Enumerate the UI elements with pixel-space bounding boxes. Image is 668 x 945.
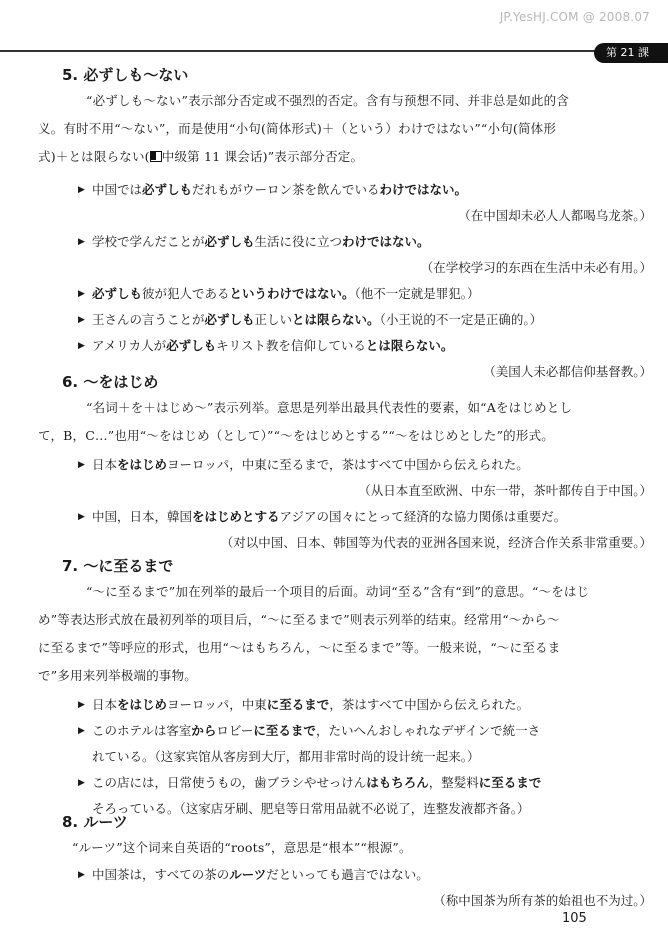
para-line: 中级第 11 课会话)”表示部分否定。 [161,149,364,164]
page-number: 105 [562,911,587,926]
example-item: ▶ 中国，日本，韓国をはじめとするアジアの国々にとって経済的な協力関係は重要だ。 [62,504,660,530]
watermark: JP.YesHJ.COM @ 2008.07 [499,10,650,24]
para-line: で”多用来列举极端的事物。 [38,668,197,683]
example-translation: （称中国茶为所有茶的始祖也不为过。） [433,893,652,908]
bullet-icon: ▶ [78,315,85,325]
section-title: 6. ～をはじめ [62,373,159,391]
example-item: ▶ 王さんの言うことが必ずしも正しいとは限らない。（小王说的不一定是正确的。） [62,307,660,333]
example-translation: （这家店牙刷、肥皂等日常用品就不必说了，连整发液都齐备。） [179,801,530,816]
book-icon [150,151,162,162]
section-6 [38,372,660,556]
example-item: ▶ このホテルは客室からロビーに至るまで，たいへんおしゃれなデザインで統一さ [62,718,660,744]
bullet-icon: ▶ [78,700,85,710]
example-item: ▶ アメリカ人が必ずしもキリスト教を信仰しているとは限らない。 [62,333,660,359]
bullet-icon: ▶ [78,185,85,195]
para-line: め”等表达形式放在最初列举的项目后，“～に至るまで”则表示列举的结束。经常用“～から～ [38,612,560,627]
para-line: “名词＋を＋はじめ～”表示列举。意思是列举出最具代表性的要素，如“Aをはじめとし [86,400,573,415]
example-item: ▶ 必ずしも彼が犯人であるというわけではない。（他不一定就是罪犯。） [62,281,660,307]
section-paragraph [38,578,660,690]
header-rule [0,50,600,52]
bullet-icon: ▶ [78,870,85,880]
example-translation: （这家宾馆从客房到大厅，都用非常时尚的设计统一起来。） [154,749,480,764]
example-continuation: れている。（这家宾馆从客房到大厅，都用非常时尚的设计统一起来。） [92,749,480,764]
bullet-icon: ▶ [78,341,85,351]
example-translation: （对以中国、日本、韩国等为代表的亚洲各国来说，经济合作关系非常重要。） [220,535,652,550]
para-line: “必ずしも～ない”表示部分否定或不强烈的否定。含有与预想不同、并非总是如此的含 [86,93,570,108]
para-line: “ルーツ”这个词来自英语的“roots”，意思是“根本”“根源”。 [72,840,412,855]
bullet-icon: ▶ [78,512,85,522]
example-item: ▶ 日本をはじめヨーロッパ，中東に至るまで，茶はすべて中国から伝えられた。 [62,692,660,718]
lesson-badge: 第 21 課 [594,43,668,63]
example-translation: （从日本直至欧洲、中东一带，茶叶都传自于中国。） [358,483,652,498]
section-7 [38,556,660,822]
para-line: 式)＋とは限らない( [38,149,150,164]
bullet-icon: ▶ [78,289,85,299]
para-line: て，B，C…”也用“～をはじめ（として）”“～をはじめとする”“～をはじめとした”的形式。 [38,428,554,443]
example-translation: （在学校学习的东西在生活中未必有用。） [420,260,652,275]
para-line: に至るまで”等呼应的形式，也用“～はもちろん，～に至るまで”等。一般来说，“～に至るま [38,640,561,655]
section-8 [62,812,660,914]
examples [62,692,660,822]
example-translation: （美国人未必都信仰基督教。） [483,364,652,379]
section-title: 5. 必ずしも～ない [62,66,189,84]
para-line: 义。有时不用“～ない”，而是使用“小句(简体形式)＋（という）わけではない”“小句(简体形 [38,121,557,136]
section-5 [38,65,660,385]
example-item: ▶ 中国では必ずしもだれもがウーロン茶を飲んでいるわけではない。 [62,177,660,203]
example-item: ▶ 中国茶は，すべての茶のルーツだといっても過言ではない。 [62,862,660,888]
bullet-icon: ▶ [78,460,85,470]
example-item: ▶ この店には，日常使うもの，歯ブラシやせっけんはもちろん，整髪料に至るまで [62,770,660,796]
example-continuation: そろっている。（这家店牙刷、肥皂等日常用品就不必说了，连整发液都齐备。） [92,801,530,816]
example-item: ▶ 日本をはじめヨーロッパ，中東に至るまで，茶はすべて中国から伝えられた。 [62,452,660,478]
examples [62,177,660,385]
section-paragraph [38,87,660,171]
example-translation: （小王说的不一定是正确的。） [379,312,543,327]
bullet-icon: ▶ [78,726,85,736]
section-paragraph [62,834,660,862]
section-title: 7. ～に至るまで [62,557,174,575]
bullet-icon: ▶ [78,778,85,788]
section-title: 8. ルーツ [62,813,128,831]
examples [62,452,660,556]
para-line: “～に至るまで”加在列举的最后一个项目的后面。动词“至る”含有“到”的意思。“～をはじ [86,584,590,599]
bullet-icon: ▶ [78,237,85,247]
section-paragraph [38,394,660,450]
examples [62,862,660,914]
example-item: ▶ 学校で学んだことが必ずしも生活に役に立つわけではない。 [62,229,660,255]
example-translation: （在中国却未必人人都喝乌龙茶。） [458,208,652,223]
example-translation: （他不一定就是罪犯。） [354,286,480,301]
